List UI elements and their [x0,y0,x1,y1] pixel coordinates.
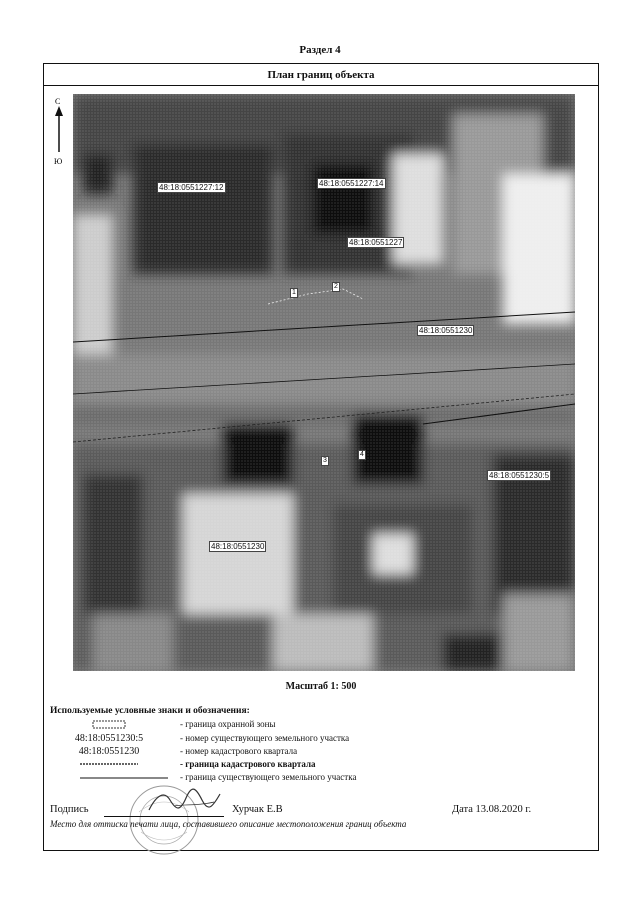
signature-label: Подпись [50,804,89,815]
legend-symbol-text: 48:18:0551230:5 [74,733,144,744]
legend-description: - граница охранной зоны [180,719,276,729]
parcel-label: 48:18:0551230:5 [489,471,550,480]
protection-zone-symbol [50,719,168,733]
compass-south-label: Ю [54,157,63,166]
plan-frame [43,63,599,851]
scale-label: Масштаб 1: 500 [285,681,357,692]
legend-description: - граница существующего земельного участка [180,772,357,782]
parcel-label: 48:18:0551227:14 [319,179,384,188]
compass-north-label: С [55,97,61,106]
signer-name: Хурчак Е.В [232,804,283,815]
legend-description: - граница кадастрового квартала [180,759,316,769]
signature-date: Дата 13.08.2020 г. [452,804,532,815]
section-title: Раздел 4 [299,44,341,56]
parcel-label: 48:18:0551230 [419,326,473,335]
aerial-map [73,94,575,671]
quarter-boundary-symbol [50,759,168,773]
point-number: 2 [334,283,338,290]
legend-item [50,746,590,758]
legend-item [50,719,590,731]
legend-title: Используемые условные знаки и обозначения: [50,706,250,716]
parcel-label: 48:18:0551230 [211,542,265,551]
point-number: 3 [323,457,327,464]
plan-title: План границ объекта [44,64,598,86]
signature-line [104,816,224,817]
legend-description: - номер существующего земельного участка [180,733,350,743]
compass-icon [52,96,66,166]
legend-symbol-text: 48:18:0551230 [78,746,140,757]
parcel-label: 48:18:0551227:12 [159,183,224,192]
point-number: 1 [292,289,296,296]
handwritten-signature [144,786,224,816]
stamp-note: Место для оттиска печати лица, составившего описание местоположения границ объекта [50,819,407,829]
legend-item [50,759,590,771]
parcel-label: 48:18:0551227 [349,238,403,247]
legend-item [50,733,590,745]
legend-description: - номер кадастрового квартала [180,746,298,756]
point-number: 4 [360,451,364,458]
